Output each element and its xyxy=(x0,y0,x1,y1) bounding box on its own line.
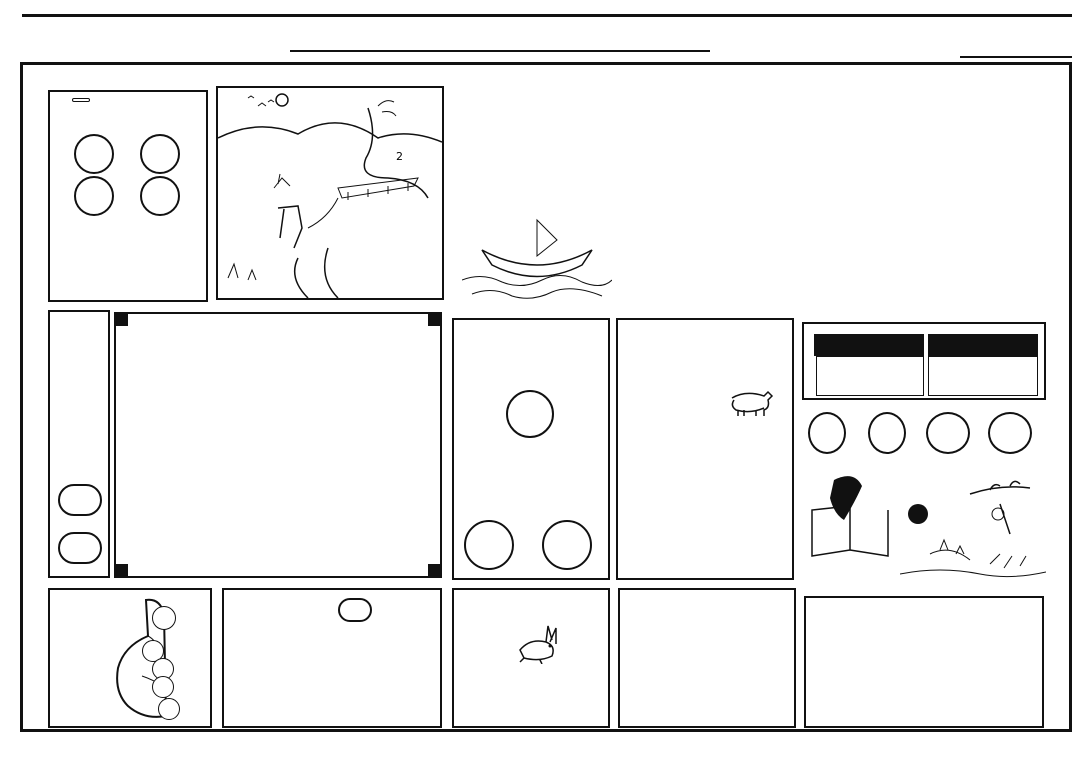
this-period-tag xyxy=(814,334,924,356)
predict-number xyxy=(140,176,180,216)
this-period-value-even xyxy=(928,356,1038,396)
landscape-drawing xyxy=(218,88,442,298)
this-period-value-small xyxy=(816,356,924,396)
edition-rule xyxy=(960,56,1072,58)
predict-number xyxy=(140,134,180,174)
mark-strip-right xyxy=(1048,88,1068,728)
hint-box xyxy=(804,596,1044,728)
predict-title xyxy=(72,98,90,102)
this-period-number xyxy=(988,412,1032,454)
this-period-number xyxy=(868,412,906,454)
predict-number xyxy=(74,176,114,216)
salvation-box xyxy=(618,588,796,728)
book-reader-drawing xyxy=(804,470,900,566)
rabbit-icon xyxy=(510,620,562,664)
puzzle-corner xyxy=(114,564,128,578)
ox-icon xyxy=(726,386,774,418)
puzzle-corner xyxy=(428,312,442,326)
predict-number xyxy=(74,134,114,174)
dan-number xyxy=(506,390,554,438)
mark-strip-left xyxy=(24,88,44,303)
cold-number xyxy=(58,532,102,564)
zodiac-puzzle-box xyxy=(114,312,442,578)
header-mid-rule xyxy=(290,50,710,52)
this-period-number xyxy=(808,412,846,454)
tree-sun-drawing xyxy=(900,474,1046,588)
landscape-number: 2 xyxy=(396,150,403,163)
this-period-tag xyxy=(928,334,1038,356)
finger-number xyxy=(158,698,180,720)
lucky-box xyxy=(616,318,794,580)
mark-strip-top xyxy=(26,66,1066,86)
header-top-rule xyxy=(22,14,1072,17)
mark-strip-left-lower xyxy=(24,308,44,578)
tuo-number xyxy=(464,520,514,570)
puzzle-corner xyxy=(114,312,128,326)
predict-box xyxy=(48,90,208,302)
puzzle-corner xyxy=(428,564,442,578)
cold-number xyxy=(58,484,102,516)
boat-drawing xyxy=(462,210,612,300)
finger-number xyxy=(152,676,174,698)
special-code-box xyxy=(222,588,442,728)
finger-number xyxy=(152,606,176,630)
this-period-number xyxy=(926,412,970,454)
special-code-value xyxy=(338,598,372,622)
tuo-number xyxy=(542,520,592,570)
